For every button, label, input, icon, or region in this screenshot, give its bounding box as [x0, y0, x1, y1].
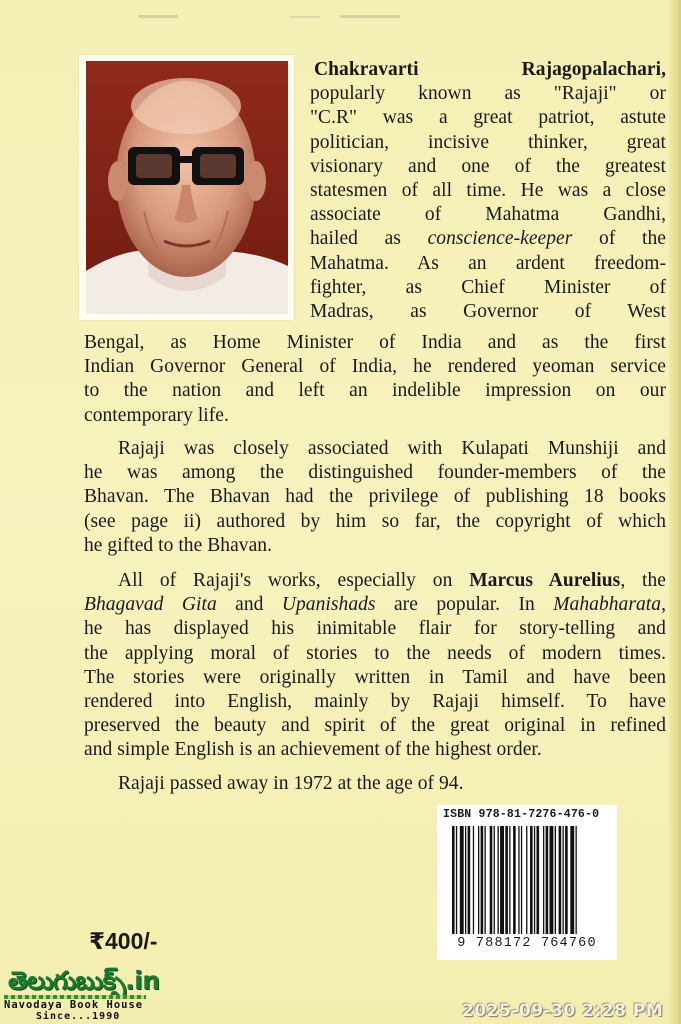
- bio-emphasis: conscience-keeper: [427, 228, 573, 250]
- bio-continued: [84, 331, 666, 428]
- bio-line: "C.R" was a great patriot, astute: [310, 107, 666, 129]
- barcode-digits: 9 788172 764760: [457, 936, 597, 951]
- barcode-bar: [456, 826, 457, 934]
- price-tag: ₹400/-: [89, 928, 158, 954]
- bhavan-line: he was among the distinguished founder-members of the: [84, 462, 666, 484]
- barcode-bar: [576, 826, 577, 934]
- watermark-logo: తెలుగుబుక్స్.in: [8, 966, 160, 995]
- barcode-bar: [460, 826, 464, 934]
- barcode-bar: [546, 826, 549, 934]
- works-line: The stories were originally written in Tamil and have been: [84, 666, 666, 688]
- barcode-bar: [490, 826, 493, 934]
- barcode-bar: [526, 826, 527, 934]
- barcode-bar: [513, 826, 516, 934]
- works-fragment: , the: [620, 570, 667, 591]
- barcode-bar: [534, 826, 535, 934]
- barcode-bar: [521, 826, 522, 934]
- works-fragment: All of Rajaji's works, especially on: [118, 570, 470, 591]
- barcode-bar: [481, 826, 484, 934]
- bhavan-line: Bhavan. The Bhavan had the privilege of publishing 18 books: [84, 486, 666, 508]
- print-marks: [130, 10, 530, 24]
- barcode-bar: [570, 826, 574, 934]
- barcode-bar: [473, 826, 474, 934]
- watermark-subtitle: Navodaya Book House: [4, 999, 144, 1011]
- bio-lead: [310, 58, 666, 324]
- barcode-bar: [465, 826, 466, 934]
- barcode-bar: [505, 826, 508, 934]
- works-title-bold: Marcus Aurelius: [469, 570, 621, 591]
- cover-edge: [669, 0, 681, 1024]
- death-paragraph: [84, 772, 666, 796]
- bio-line: Mahatma. As an ardent freedom-: [310, 252, 666, 274]
- bhavan-line: he gifted to the Bhavan.: [84, 534, 273, 556]
- barcode-bar: [530, 826, 533, 934]
- barcode-bar: [468, 826, 471, 934]
- barcode-bar: [559, 826, 562, 934]
- bio-line: contemporary life.: [84, 404, 229, 426]
- bio-fragment: hailed as: [310, 228, 428, 250]
- works-line: [84, 569, 666, 593]
- barcode-bar: [543, 826, 544, 934]
- bio-line: Bengal, as Home Minister of India and as the first: [84, 332, 666, 353]
- works-title-italic: Bhagavad Gita: [84, 594, 217, 616]
- works-line: preserved the beauty and spirit of the great original in refined: [84, 715, 666, 737]
- bio-fragment: of the: [572, 228, 666, 250]
- bio-line: to the nation and left an indelible impression on our: [84, 380, 666, 402]
- works-title-italic: Upanishads: [281, 594, 376, 616]
- works-fragment: ,: [661, 594, 667, 616]
- bhavan-line: Rajaji was closely associated with Kulapati Munshiji and: [118, 438, 666, 459]
- barcode-bar: [494, 826, 495, 934]
- bhavan-paragraph: [84, 437, 666, 558]
- bio-line: visionary and one of the greatest: [310, 155, 666, 177]
- bio-line: politician, incisive thinker, great: [310, 131, 666, 153]
- barcode-bar: [498, 826, 499, 934]
- barcode-bar: [563, 826, 564, 934]
- bio-line: popularly known as "Rajaji" or: [310, 83, 666, 105]
- bio-line: fighter, as Chief Minister of: [310, 276, 666, 298]
- bio-line: associate of Mahatma Gandhi,: [310, 204, 666, 226]
- bio-line: statesmen of all time. He was a close: [310, 180, 666, 202]
- works-paragraph: [84, 569, 666, 763]
- works-line: rendered into English, mainly by Rajaji himself. To have: [84, 691, 666, 713]
- death-line: Rajaji passed away in 1972 at the age of 94.: [118, 773, 464, 794]
- barcode-bars: [452, 826, 614, 938]
- barcode-bar: [452, 826, 455, 934]
- barcode-bar: [550, 826, 554, 934]
- bhavan-line: (see page ii) authored by him so far, the copyright of which: [84, 510, 666, 532]
- author-name: Chakravarti Rajagopalachari,: [314, 59, 666, 80]
- barcode-bar: [509, 826, 510, 934]
- watermark-since: Since...1990: [36, 1011, 121, 1022]
- author-portrait: [86, 61, 288, 314]
- isbn-number: ISBN 978-81-7276-476-0: [443, 808, 600, 821]
- barcode-bar: [518, 826, 519, 934]
- barcode-bar: [500, 826, 504, 934]
- store-watermark: [0, 966, 160, 1024]
- bio-line: Madras, as Governor of West: [310, 301, 666, 323]
- bio-line: [310, 227, 666, 251]
- bio-line: [310, 58, 666, 82]
- works-line: [84, 593, 666, 617]
- barcode-bar: [478, 826, 479, 934]
- barcode-bar: [565, 826, 568, 934]
- works-title-italic: Mahabharata: [553, 594, 662, 616]
- works-line: and simple English is an achievement of the highest order.: [84, 739, 542, 761]
- bio-line: Indian Governor General of India, he rendered yeoman service: [84, 356, 666, 378]
- barcode-bar: [537, 826, 540, 934]
- barcode-bar: [485, 826, 486, 934]
- works-line: the applying moral of stories to the needs of modern times.: [84, 642, 666, 664]
- photo-timestamp: 2025-09-30 2:28 PM: [462, 1001, 664, 1021]
- barcode-bar: [555, 826, 556, 934]
- works-line: he has displayed his inimitable flair for story-telling and: [84, 618, 666, 640]
- works-fragment: and: [216, 594, 282, 616]
- works-fragment: are popular. In: [375, 594, 554, 616]
